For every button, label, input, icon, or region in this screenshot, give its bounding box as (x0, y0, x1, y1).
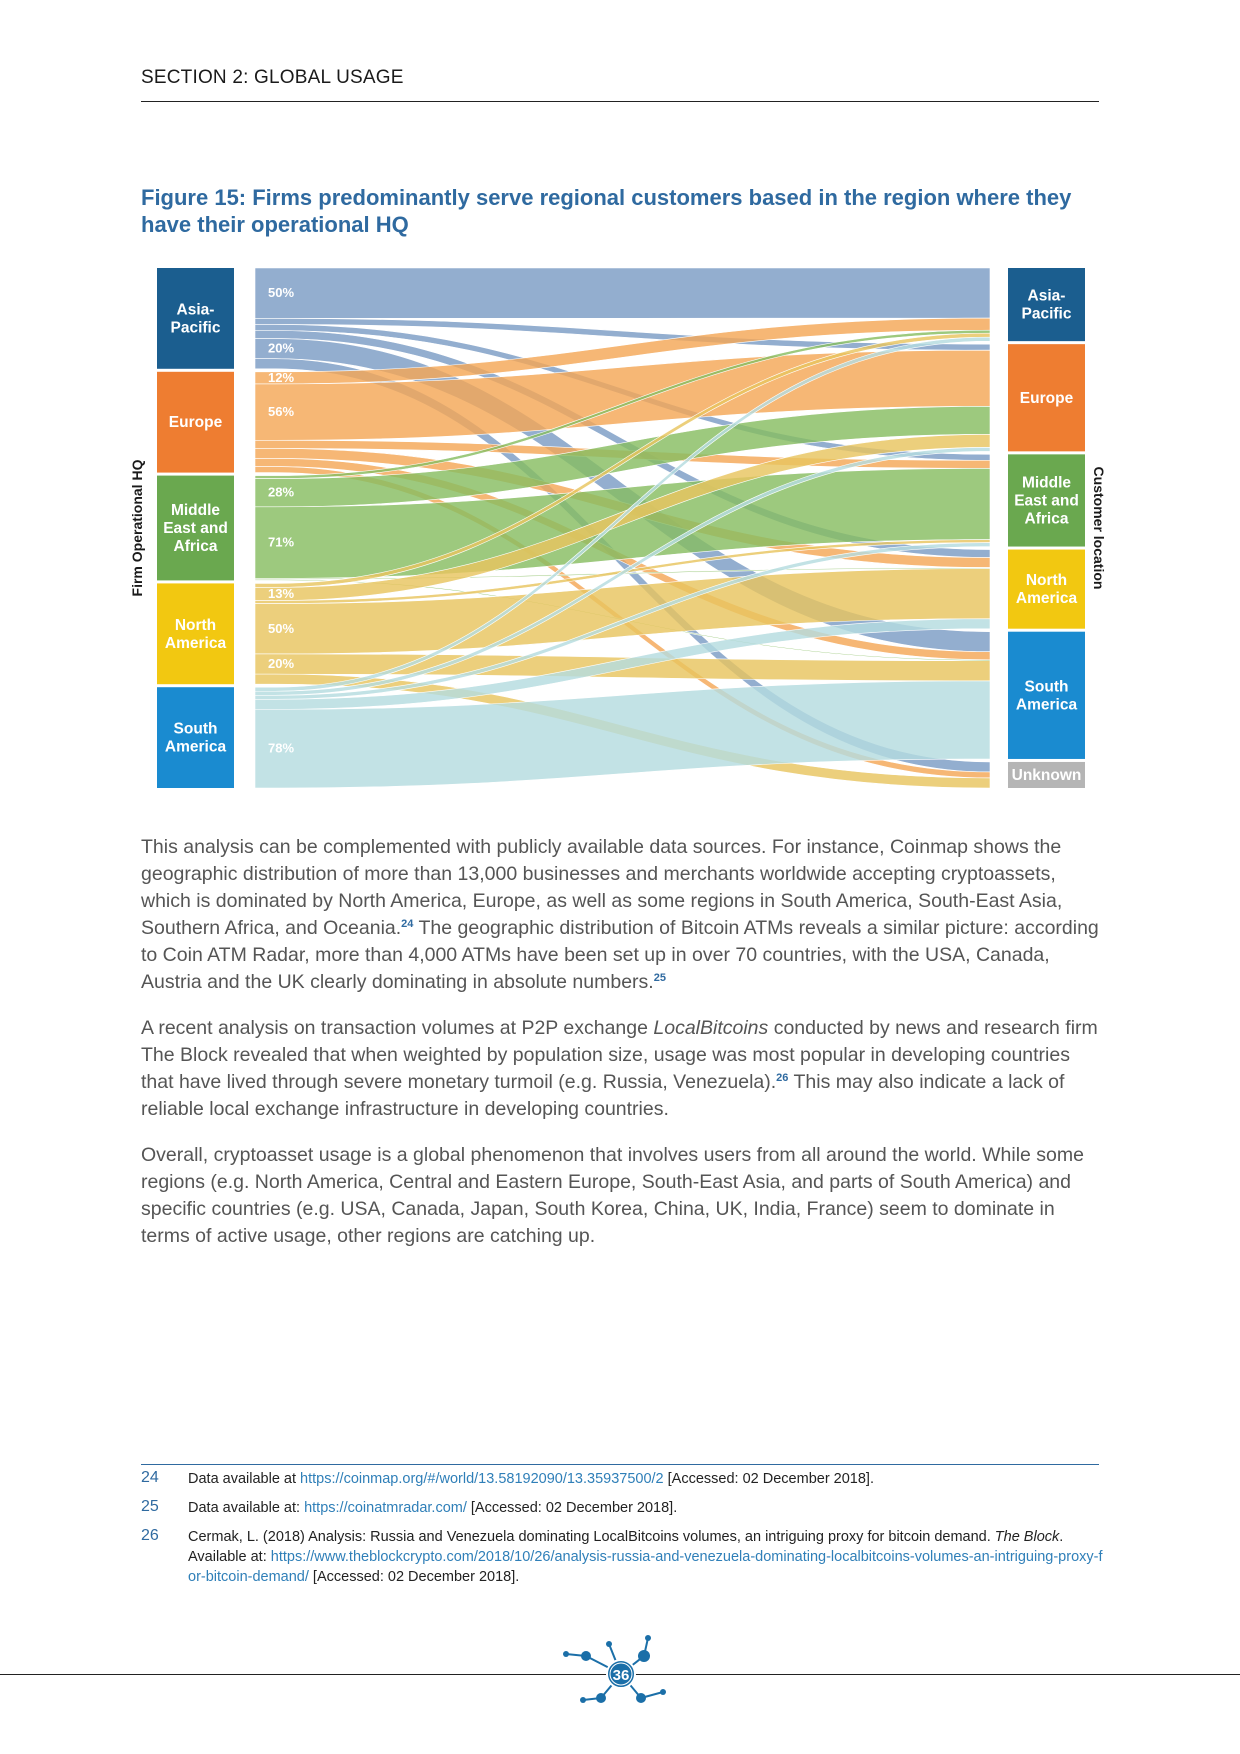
target-node-label: South (1024, 678, 1069, 696)
source-node-label: Pacific (170, 319, 221, 337)
source-node-label: America (164, 738, 227, 756)
footnote-link[interactable]: https://coinmap.org/#/world/13.58192090/13.35937500/2 (300, 1471, 664, 1487)
footnote-ref-24[interactable]: 24 (401, 918, 414, 930)
right-axis-label: Customer location (1091, 466, 1107, 590)
paragraph-2-text-a: A recent analysis on transaction volumes at P2P exchange (141, 1017, 654, 1039)
flow-percentage-label: 71% (268, 534, 295, 550)
flow-percentage-label: 50% (268, 285, 295, 301)
footnote-text: Cermak, L. (2018) Analysis: Russia and Venezuela dominating LocalBitcoins volumes, an intriguing proxy for bitcoin demand. (188, 1529, 995, 1545)
flow-percentage-label: 20% (268, 656, 295, 672)
footnote-text: . Available at: (188, 1529, 1064, 1565)
flow-percentage-label: 12% (268, 369, 295, 385)
sankey-chart (120, 260, 1120, 800)
footnote-24 (141, 1469, 1103, 1491)
paragraph-1 (141, 834, 1103, 996)
source-node-label: Middle (170, 502, 221, 519)
paragraph-2-italic: LocalBitcoins (653, 1017, 769, 1039)
target-node-label: America (1015, 696, 1078, 714)
footnote-divider (141, 1464, 1099, 1465)
target-node-label: America (1015, 590, 1078, 608)
footnote-italic: The Block (994, 1529, 1060, 1545)
paragraph-3: Overall, cryptoasset usage is a global phenomenon that involves users from all around the world. While some regions (e.g. North America, Central and Eastern Europe, South-East Asia, and parts of South America) and specific countries (e.g. USA, Canada, Japan, South Korea, China, UK, India, France) seem to dominate in terms of active usage, other regions are catching up. (141, 1144, 1084, 1247)
paragraph-2-text-b: conducted by news and research firm The Block revealed that when weighted by population size, usage was most popular in developing countries that have lived through severe monetary turmoil (e.g. Russia, Venezuela). (141, 1017, 1098, 1093)
section-header: SECTION 2: GLOBAL USAGE (141, 67, 404, 88)
footnote-text: Data available at (188, 1471, 301, 1487)
source-node-label: East and (163, 520, 228, 537)
source-node-label: Asia- (176, 301, 215, 319)
sankey-flows (255, 268, 990, 788)
footnote-number: 26 (141, 1527, 159, 1544)
target-node-label: Middle (1021, 474, 1072, 492)
sankey-flow (255, 268, 990, 318)
flow-percentage-label: 20% (268, 340, 295, 356)
target-node-label: East and (1014, 492, 1079, 510)
paragraph-2 (141, 1015, 1103, 1123)
footnote-number: 25 (141, 1498, 159, 1515)
footnote-number: 24 (141, 1469, 159, 1486)
source-node-label: South (173, 720, 218, 738)
header-divider (141, 101, 1099, 102)
footnote-text: [Accessed: 02 December 2018]. (466, 1500, 678, 1516)
target-node-label: Asia- (1027, 287, 1066, 305)
flow-percentage-label: 50% (268, 620, 295, 636)
footnote-text: Data available at: (188, 1500, 305, 1516)
target-node-label: Africa (1024, 510, 1069, 528)
left-axis-label: Firm Operational HQ (129, 459, 145, 597)
target-node-label: Pacific (1021, 305, 1072, 323)
footnote-26 (141, 1527, 1103, 1589)
target-node-label: Europe (1019, 389, 1074, 407)
footnote-ref-25[interactable]: 25 (653, 972, 666, 984)
paragraph-1-text-a: This analysis can be complemented with publicly available data sources. For instance, Coinmap shows the geographic distribution of more than 13,000 businesses and merchants worldwide accepting cryptoassets, which is dominated by North America, Europe, as well as some regions in South America, South-East Asia, Southern Africa, and Oceania. (141, 836, 1063, 939)
paragraph-2-text-c: This may also indicate a lack of reliable local exchange infrastructure in developing countries. (141, 1071, 1065, 1120)
paragraph-1-text-b: The geographic distribution of Bitcoin ATMs reveals a similar picture: according to Coin ATM Radar, more than 4,000 ATMs have been set up in over 70 countries, with the USA, Canada, Austria and the UK clearly dominating in absolute numbers. (141, 917, 1099, 993)
flow-percentage-label: 56% (268, 404, 295, 420)
target-node-label: North (1025, 572, 1068, 590)
source-node-label: Africa (173, 538, 218, 555)
source-node-label: Europe (168, 414, 223, 432)
flow-percentage-label: 13% (268, 585, 295, 601)
page-number: 36 (612, 1667, 630, 1684)
source-node-label: America (164, 634, 227, 652)
page-number-badge (556, 1628, 686, 1718)
footnote-ref-26[interactable]: 26 (776, 1072, 789, 1084)
footnote-text: [Accessed: 02 December 2018]. (308, 1569, 520, 1585)
footnote-link[interactable]: https://coinatmradar.com/ (304, 1500, 467, 1516)
target-node-label: Unknown (1011, 766, 1082, 784)
figure-title: Figure 15: Firms predominantly serve regional customers based in the region where they have their operational HQ (141, 185, 1072, 237)
footnote-25 (141, 1498, 1103, 1520)
source-node-label: North (174, 616, 217, 634)
flow-percentage-label: 78% (268, 740, 295, 756)
flow-percentage-label: 28% (268, 484, 295, 500)
footnote-link[interactable]: https://www.theblockcrypto.com/2018/10/26/analysis-russia-and-venezuela-dominating-localbitcoins-volumes-an-intriguing-proxy-for-bitcoin-demand/ (188, 1549, 1103, 1585)
sankey-flow (255, 569, 990, 654)
footnote-text: [Accessed: 02 December 2018]. (663, 1471, 874, 1487)
